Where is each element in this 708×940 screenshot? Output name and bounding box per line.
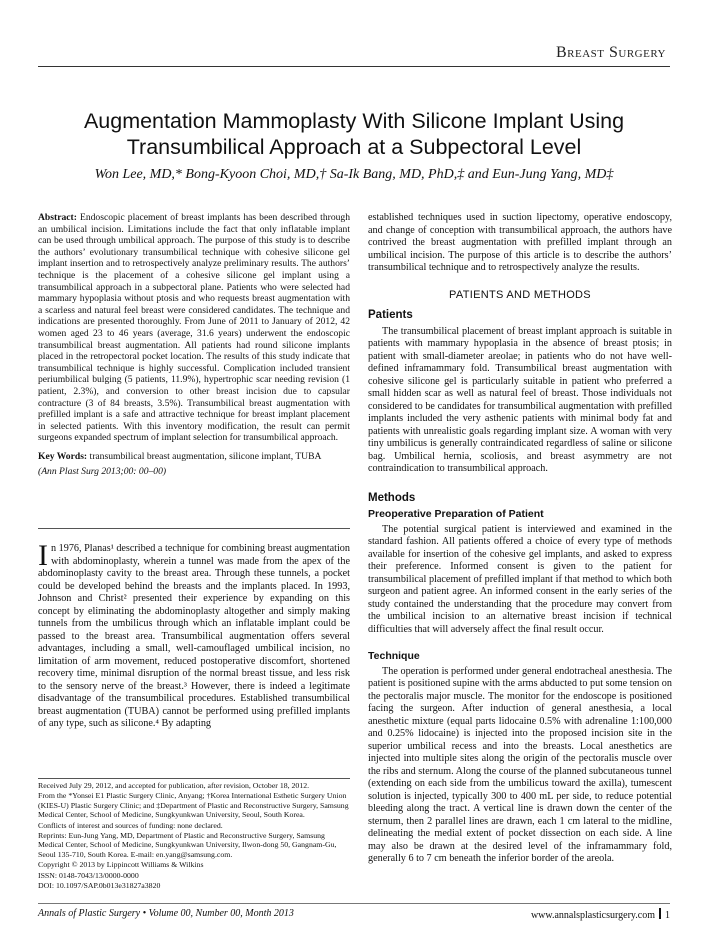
footnote-issn: ISSN: 0148-7043/13/0000-0000 [38,870,139,880]
methods-heading: Methods [368,491,416,504]
footer-right [531,908,670,921]
article-title: Augmentation Mammoplasty With Silicone Implant Using Transumbilical Approach at a Subpectoral Level [83,109,625,159]
abstract-divider [38,528,350,529]
technique-heading: Technique [368,650,420,662]
footer-journal: Annals of Plastic Surgery • Volume 00, Number 00, Month 2013 [38,908,294,919]
keywords-label: Key Words: [38,450,88,462]
patients-methods-heading: PATIENTS AND METHODS [449,288,591,301]
abstract-label: Abstract: [38,212,77,223]
author-list: Won Lee, MD,* Bong-Kyoon Choi, MD,† Sa-Ik Bang, MD, PhD,‡ and Eun-Jung Yang, MD‡ [94,167,614,182]
right-intro-text: established techniques used in suction lipectomy, operative endoscopy, and change of conception with transumbilical approach, the authors have contrived the breast augmentation with prefilled implant through an umbilical incision. The purpose of this article is to describe the authors’ transumbilical technique and to retrospectively analyze the results. [368,212,672,273]
right-column [368,212,672,866]
introduction [38,539,350,731]
page-number: 1 [665,910,670,921]
keywords-text: transumbilical breast augmentation, silicone implant, TUBA [89,450,322,462]
preop-paragraph: The potential surgical patient is interviewed and examined in the standard fashion. All patients offered a choice of every type of methods available for insertion of the cohesive gel implants, and asked to express their preference. Informed consent is given to the patient for transumbilical placement of prefilled implant if that method to which both surgeon and patient agree. An informed consent in the early series of the study contained the understanding that the procedure may convert from the umbilical incision to an alternative breast incision if technical difficulties that will adversely affect the final result occur. [368,523,672,635]
header-rule [38,66,670,67]
patients-paragraph: The transumbilical placement of breast implant approach is suitable in patients with mammary hypoplasia in the absence of breast ptosis; in patient with small-diameter areolae; in patients who do not have well-defined inframammary fold. Transumbilical breast augmentation with cohesive silicone gel is particularly suitable in patient who preferred a small hidden scar as well as natural feel of breast. Those individuals not considered to be candidates for transumbilical augmentation with prefilled implants included the very asthenic patients with minimal body fat and patients with unrealistic goals regarding implant size. A woman with very tiny umbilicus is generally contraindicated regardless of saline or silicone bag. Umbilical hernia, scoliosis, and breast asymmetry are not contraindication to transumbilical approach. [368,325,672,474]
technique-paragraph: The operation is performed under general endotracheal anesthesia. The patient is positioned supine with the arms abducted to put some tension on the pectoralis major muscle. The monitor for the endoscope is positioned facing the surgeon. After induction of general anesthesia, a local anesthetic mixture (equal parts lidocaine 0.5% with adrenaline 1:100,000 and 0.25% lidocaine) is injected into the proposed incision site in the superior umbilical recess and into the breasts. Local anesthetics are injected into multiple sites along the origin of the pectoralis muscle over the ribs and sternum. Along the course of the planned subcutaneous tunnel (extending on each side from the umbilicus toward the axilla), tumescent solution is injected, typically 300 to 400 mL per side, to reduce potential bleeding along the tract. A vertical line is drawn down the center of the sternum, then 2 parallel lines are drawn, each 1 cm lateral to the midline, delineating the medial extent of pocket dissection on each side. A line may also be drawn at the desired level of the inframammary fold, generally 6 to 7 cm beneath the inferior border of the areola. [368,665,672,864]
footnote-rule [38,778,350,779]
preop-heading: Preoperative Preparation of Patient [368,508,544,520]
footnote-conflicts: Conflicts of interest and sources of funding: none declared. [38,820,223,830]
abstract-text: Endoscopic placement of breast implants has been described through an umbilical incision. Limitations include the fact that only inflatable implant can be used through umbilical approach. The purpose of this study is to describe the authors’ evolutionary transumbilical technique with cohesive silicone gel implant insertion and to retrospectively analyze preliminary results. The authors’ technique is the placement of a cohesive silicone gel implant using a transumbilical approach in a subpectoral plane. Patients who were selected had mammary hypoplasia without ptosis and who requests breast augmentation with a scarless and natural feel breast were considered candidates. The technique and indications are presented thoroughly. From June of 2011 to January of 2012, 42 women aged 23 to 46 years (average, 31.6 years) underwent the endoscopic transumbilical breast augmentation. All patients had round silicone implants placed in the retropectoral pocket location. The results of this study indicate that transumbilical technique is highly successful. Complication included transient periumbilical bulging (5 patients, 11.9%), hypertrophic scar needing revision (1 patient, 2.3%), and conversion to other breast incision due to capsular contracture (3 of 84 breasts, 3.5%). Transumbilical breast augmentation with prefilled implant is a safe and attractive technique for breast implant placement in selected patients. With this inventory modification, the result can permit surgeons expanded spectrum of implant selection for transumbilical approach. [38,212,351,444]
abstract [38,212,350,478]
footer-rule [38,903,670,904]
footer-separator [659,908,661,919]
citation: (Ann Plast Surg 2013;00: 00–00) [38,466,167,478]
footnote-doi: DOI: 10.1097/SAP.0b013e31827a3820 [38,881,161,891]
patients-heading: Patients [368,309,413,321]
footnote-received: Received July 29, 2012, and accepted for publication, after revision, October 18, 2012. [38,781,310,790]
footnote-reprints: Reprints: Eun-Jung Yang, MD, Department of Plastic and Reconstructive Surgery, Samsung Medical Center, School of Medicine, Sungkyunkwan University, Ilwon-dong 50, Gangnam-Gu, Seoul 135-710, South Korea. E-mail: en.yang@samsung.com. [38,831,337,859]
footnote-copyright: Copyright © 2013 by Lippincott Williams & Wilkins [38,860,204,870]
footnote-affiliations: From the *Yonsei E1 Plastic Surgery Clinic, Anyang; †Korea International Esthetic Surgery Union (KIES-U) Plastic Surgery Clinic; and ‡Department of Plastic and Reconstructive Surgery, Samsung Medical Center, School of Medicine, Sungkyunkwan University, Seoul, South Korea. [38,791,349,820]
drop-cap: I [38,539,48,572]
intro-text: n 1976, Planas¹ described a technique for combining breast augmentation with abdominoplasty, wherein a tunnel was made from the apex of the abdominoplasty cavity to the breast area. Through these tunnels, a pocket could be developed behind the breasts and the implants placed. In 1993, Johnson and Christ² presented their experience by expanding on this concept by eliminating the abdominoplasty altogether and simply making tunnels from the umbilicus through which an inflatable implant could be passed to the breast area. Transumbilical augmentation offers several advantages, including a small, well-camouflaged umbilical incision, no limitation of arm movement, reduced postoperative discomfort, shortened recovery time, minimal disruption of the normal breast tissue, and less risk to the sensory nerve of the breast.³ However, there is indeed a legitimate disadvantage of the transumbilical procedures. Established transumbilical breast augmentation (TUBA) cannot be performed using prefilled implants of any type, such as silicone.⁴ By adapting [38,543,350,729]
section-heading: Breast Surgery [555,44,666,61]
footer-url: www.annalsplasticsurgery.com [530,910,655,921]
footnotes [38,781,350,891]
